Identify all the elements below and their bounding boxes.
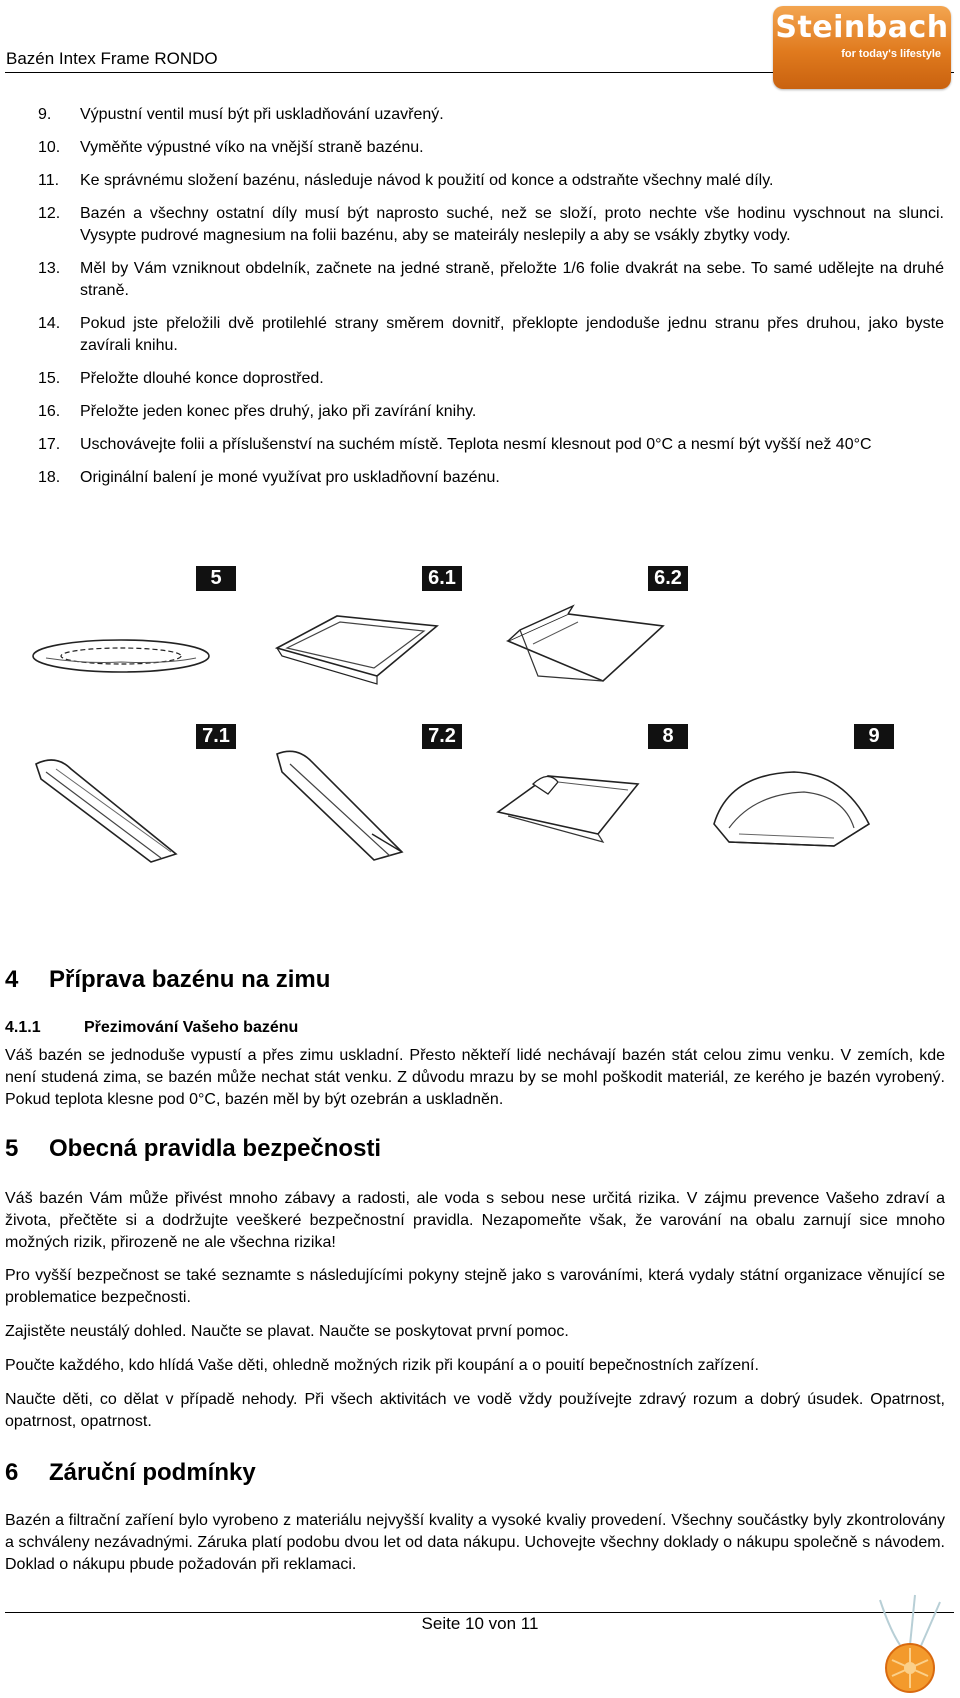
figure-label: 5 bbox=[196, 566, 236, 591]
figure-label: 6.1 bbox=[422, 566, 462, 591]
figure-label: 6.2 bbox=[648, 566, 688, 591]
figure-5 bbox=[26, 566, 236, 706]
step-number: 17. bbox=[38, 436, 61, 453]
section-number: 5 bbox=[5, 1135, 19, 1162]
step-text: Uschovávejte folii a příslušenství na suchém místě. Teplota nesmí klesnout pod 0°C a nesmí být vyšší než 40°C bbox=[80, 436, 872, 453]
step-text: Měl by Vám vzniknout obdelník, začnete na jedné straně, přeložte 1/6 folie dvakrát na sebe. To samé udělejte na druhé straně. bbox=[80, 260, 944, 299]
figure-7-2 bbox=[252, 724, 462, 864]
list-item bbox=[38, 104, 944, 126]
figure-6-2 bbox=[478, 566, 688, 706]
figure-8 bbox=[478, 724, 688, 864]
step-number: 18. bbox=[38, 469, 61, 486]
section-5-paragraph-1: Váš bazén Vám může přivést mnoho zábavy a radosti, ale voda s sebou nese určitá rizika. V zájmu prevence Vašeho zdraví a života, přečtěte si a dodržujte veeškeré bezpečnostní pravidla. Nezapomeňte však, že varování na obalu zarnují sice mnoho možných rizik, přirozeně ne ale všechna rizika! bbox=[5, 1190, 945, 1251]
subsection-4-1-1-heading bbox=[5, 1019, 298, 1037]
step-number: 10. bbox=[38, 139, 61, 156]
list-item bbox=[38, 258, 944, 302]
header-title: Bazén Intex Frame RONDO bbox=[6, 49, 218, 68]
step-number: 15. bbox=[38, 370, 61, 387]
section-4-paragraph: Váš bazén se jednoduše vypustí a přes zimu uskladní. Přesto někteří lidé nechávají bazén stát celou zimu venku. V zemích, kde není studená zima, se bazén může nechat stát venku. Z důvodu mrazu by se mohl poškodit materiál, ze kerého je bazén vyrobený. Pokud teplota klesne pod 0°C, bazén měl by být ozebrán a uskladněn. bbox=[5, 1047, 945, 1108]
section-number: 6 bbox=[5, 1459, 19, 1486]
list-item bbox=[38, 434, 944, 456]
subsection-number: 4.1.1 bbox=[5, 1019, 41, 1036]
step-text: Bazén a všechny ostatní díly musí být naprosto suché, než se složí, proto nechte vše hodinu vyschnout na slunci. Vysypte pudrové magnesium na folii bazénu, aby se mateirály neslepily a aby se vsákly zbytky vody. bbox=[80, 205, 944, 244]
section-title: Příprava bazénu na zimu bbox=[49, 966, 331, 993]
step-number: 16. bbox=[38, 403, 61, 420]
section-4-heading bbox=[5, 966, 330, 994]
list-item bbox=[38, 313, 944, 357]
page-header bbox=[0, 0, 960, 74]
step-number: 14. bbox=[38, 315, 61, 332]
step-number: 11. bbox=[38, 172, 60, 189]
figure-label: 9 bbox=[854, 724, 894, 749]
step-number: 9. bbox=[38, 106, 52, 123]
step-number: 13. bbox=[38, 260, 61, 277]
steinbach-logo bbox=[773, 6, 951, 89]
figure-label: 7.2 bbox=[422, 724, 462, 749]
folding-steps-list bbox=[38, 104, 944, 500]
step-text: Vyměňte výpustné víko na vnější straně bazénu. bbox=[80, 139, 424, 156]
folding-figures bbox=[26, 566, 894, 878]
section-5-paragraph-2: Pro vyšší bezpečnost se také seznamte s následujícími pokyny stejně jako s varováními, která vydaly státní organizace věnující se problematice bezpečnosti. bbox=[5, 1267, 945, 1306]
figure-9 bbox=[684, 724, 894, 864]
section-5-paragraph-3: Zajistěte neustálý dohled. Naučte se plavat. Naučte se poskytovat první pomoc. bbox=[5, 1323, 569, 1340]
step-text: Přeložte jeden konec přes druhý, jako při zavírání knihy. bbox=[80, 403, 477, 420]
page-number: Seite 10 von 11 bbox=[421, 1614, 539, 1633]
step-text: Ke správnému složení bazénu, následuje návod k použití od konce a odstraňte všechny malé díly. bbox=[80, 172, 774, 189]
section-5-paragraph-4: Poučte každého, kdo hlídá Vaše děti, ohledně možných rizik při koupání a o pouití bepečnostních zařízení. bbox=[5, 1357, 759, 1374]
section-title: Záruční podmínky bbox=[49, 1459, 256, 1486]
step-text: Přeložte dlouhé konce doprostřed. bbox=[80, 370, 324, 387]
figure-label: 7.1 bbox=[196, 724, 236, 749]
figure-label: 8 bbox=[648, 724, 688, 749]
section-number: 4 bbox=[5, 966, 19, 993]
section-6-heading bbox=[5, 1459, 256, 1487]
section-5-heading bbox=[5, 1135, 381, 1163]
step-text: Originální balení je moné využívat pro uskladňovní bazénu. bbox=[80, 469, 500, 486]
list-item bbox=[38, 170, 944, 192]
subsection-title: Přezimování Vašeho bazénu bbox=[84, 1019, 299, 1036]
list-item bbox=[38, 203, 944, 247]
logo-name: Steinbach bbox=[775, 10, 949, 45]
figure-7-1 bbox=[26, 724, 236, 864]
section-5-paragraph-5: Naučte děti, co dělat v případě nehody. Při všech aktivitách ve vodě vždy používejte zdravý rozum a dobrý úsudek. Opatrnost, opatrnost, opatrnost. bbox=[5, 1391, 945, 1430]
logo-tagline: for today's lifestyle bbox=[841, 48, 941, 60]
section-6-paragraph: Bazén a filtrační zaříení bylo vyrobeno z materiálu nejvyšší kvality a vysoké kvaliy provedení. Všechny součástky byly zkontrolovány a schváleny nezávadnými. Záruka platí podobu dvou let od data nákupu. Uchovejte všechny doklady o nákupu společně s návodem. Doklad o nákupu pbude požadován při reklamaci. bbox=[5, 1512, 945, 1573]
orange-splash-icon bbox=[860, 1590, 956, 1694]
section-title: Obecná pravidla bezpečnosti bbox=[49, 1135, 382, 1162]
list-item bbox=[38, 368, 944, 390]
list-item bbox=[38, 401, 944, 423]
step-number: 12. bbox=[38, 205, 61, 222]
step-text: Výpustní ventil musí být při uskladňování uzavřený. bbox=[80, 106, 444, 123]
step-text: Pokud jste přeložili dvě protilehlé strany směrem dovnitř, překlopte jendoduše jednu stranu přes druhou, jako byste zavírali knihu. bbox=[80, 315, 944, 354]
list-item bbox=[38, 137, 944, 159]
list-item bbox=[38, 467, 944, 489]
figure-6-1 bbox=[252, 566, 462, 706]
